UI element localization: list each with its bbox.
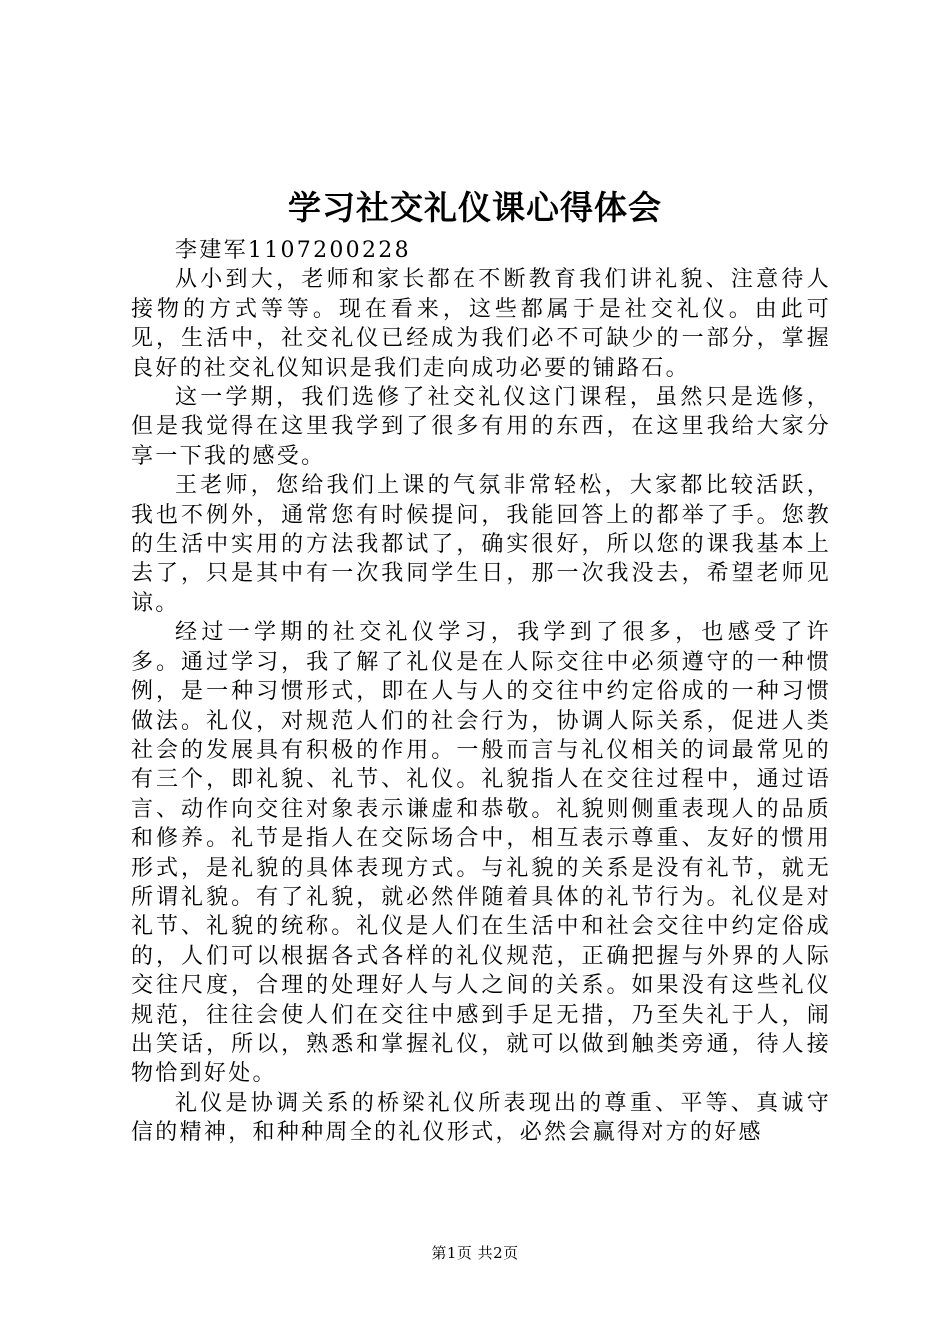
paragraph-1: 从小到大，老师和家长都在不断教育我们讲礼貌、注意待人接物的方式等等。现在看来，这些都属于是社交礼仪。由此可见，生活中，社交礼仪已经成为我们必不可缺少的一部分，掌握良好的社交礼仪知识是我们走向成功必要的铺路石。 (131, 267, 831, 381)
paragraph-4: 经过一学期的社交礼仪学习，我学到了很多，也感受了许多。通过学习，我了解了礼仪是在人际交往中必须遵守的一种惯例，是一种习惯形式，即在人与人的交往中约定俗成的一种习惯做法。礼仪，对规范人们的社会行为，协调人际关系，促进人类社会的发展具有积极的作用。一般而言与礼仪相关的词最常见的有三个，即礼貌、礼节、礼仪。礼貌指人在交往过程中，通过语言、动作向交往对象表示谦虚和恭敬。礼貌则侧重表现人的品质和修养。礼节是指人在交际场合中，相互表示尊重、友好的惯用形式，是礼貌的具体表现方式。与礼貌的关系是没有礼节，就无所谓礼貌。有了礼貌，就必然伴随着具体的礼节行为。礼仪是对礼节、礼貌的统称。礼仪是人们在生活中和社会交往中约定俗成的，人们可以根据各式各样的礼仪规范，正确把握与外界的人际交往尺度，合理的处理好人与人之间的关系。如果没有这些礼仪规范，往往会使人们在交往中感到手足无措，乃至失礼于人，闹出笑话，所以，熟悉和掌握礼仪，就可以做到触类旁通，待人接物恰到好处。 (131, 620, 831, 1087)
document-title: 学习社交礼仪课心得体会 (288, 188, 662, 227)
author-line: 李建军1107200228 (175, 238, 411, 263)
document-body (131, 236, 831, 1148)
paragraph-2: 这一学期，我们选修了社交礼仪这门课程，虽然只是选修，但是我觉得在这里我学到了很多有用的东西，在这里我给大家分享一下我的感受。 (131, 385, 831, 469)
page-number-footer: 第1页 共2页 (431, 1244, 519, 1262)
paragraph-5: 礼仪是协调关系的桥梁礼仪所表现出的尊重、平等、真诚守信的精神，和种种周全的礼仪形式，必然会赢得对方的好感 (131, 1090, 831, 1146)
paragraph-3: 王老师，您给我们上课的气氛非常轻松，大家都比较活跃，我也不例外，通常您有时候提问，我能回答上的都举了手。您教的生活中实用的方法我都试了，确实很好，所以您的课我基本上去了，只是其中有一次我同学生日，那一次我没去，希望老师见谅。 (131, 473, 831, 616)
